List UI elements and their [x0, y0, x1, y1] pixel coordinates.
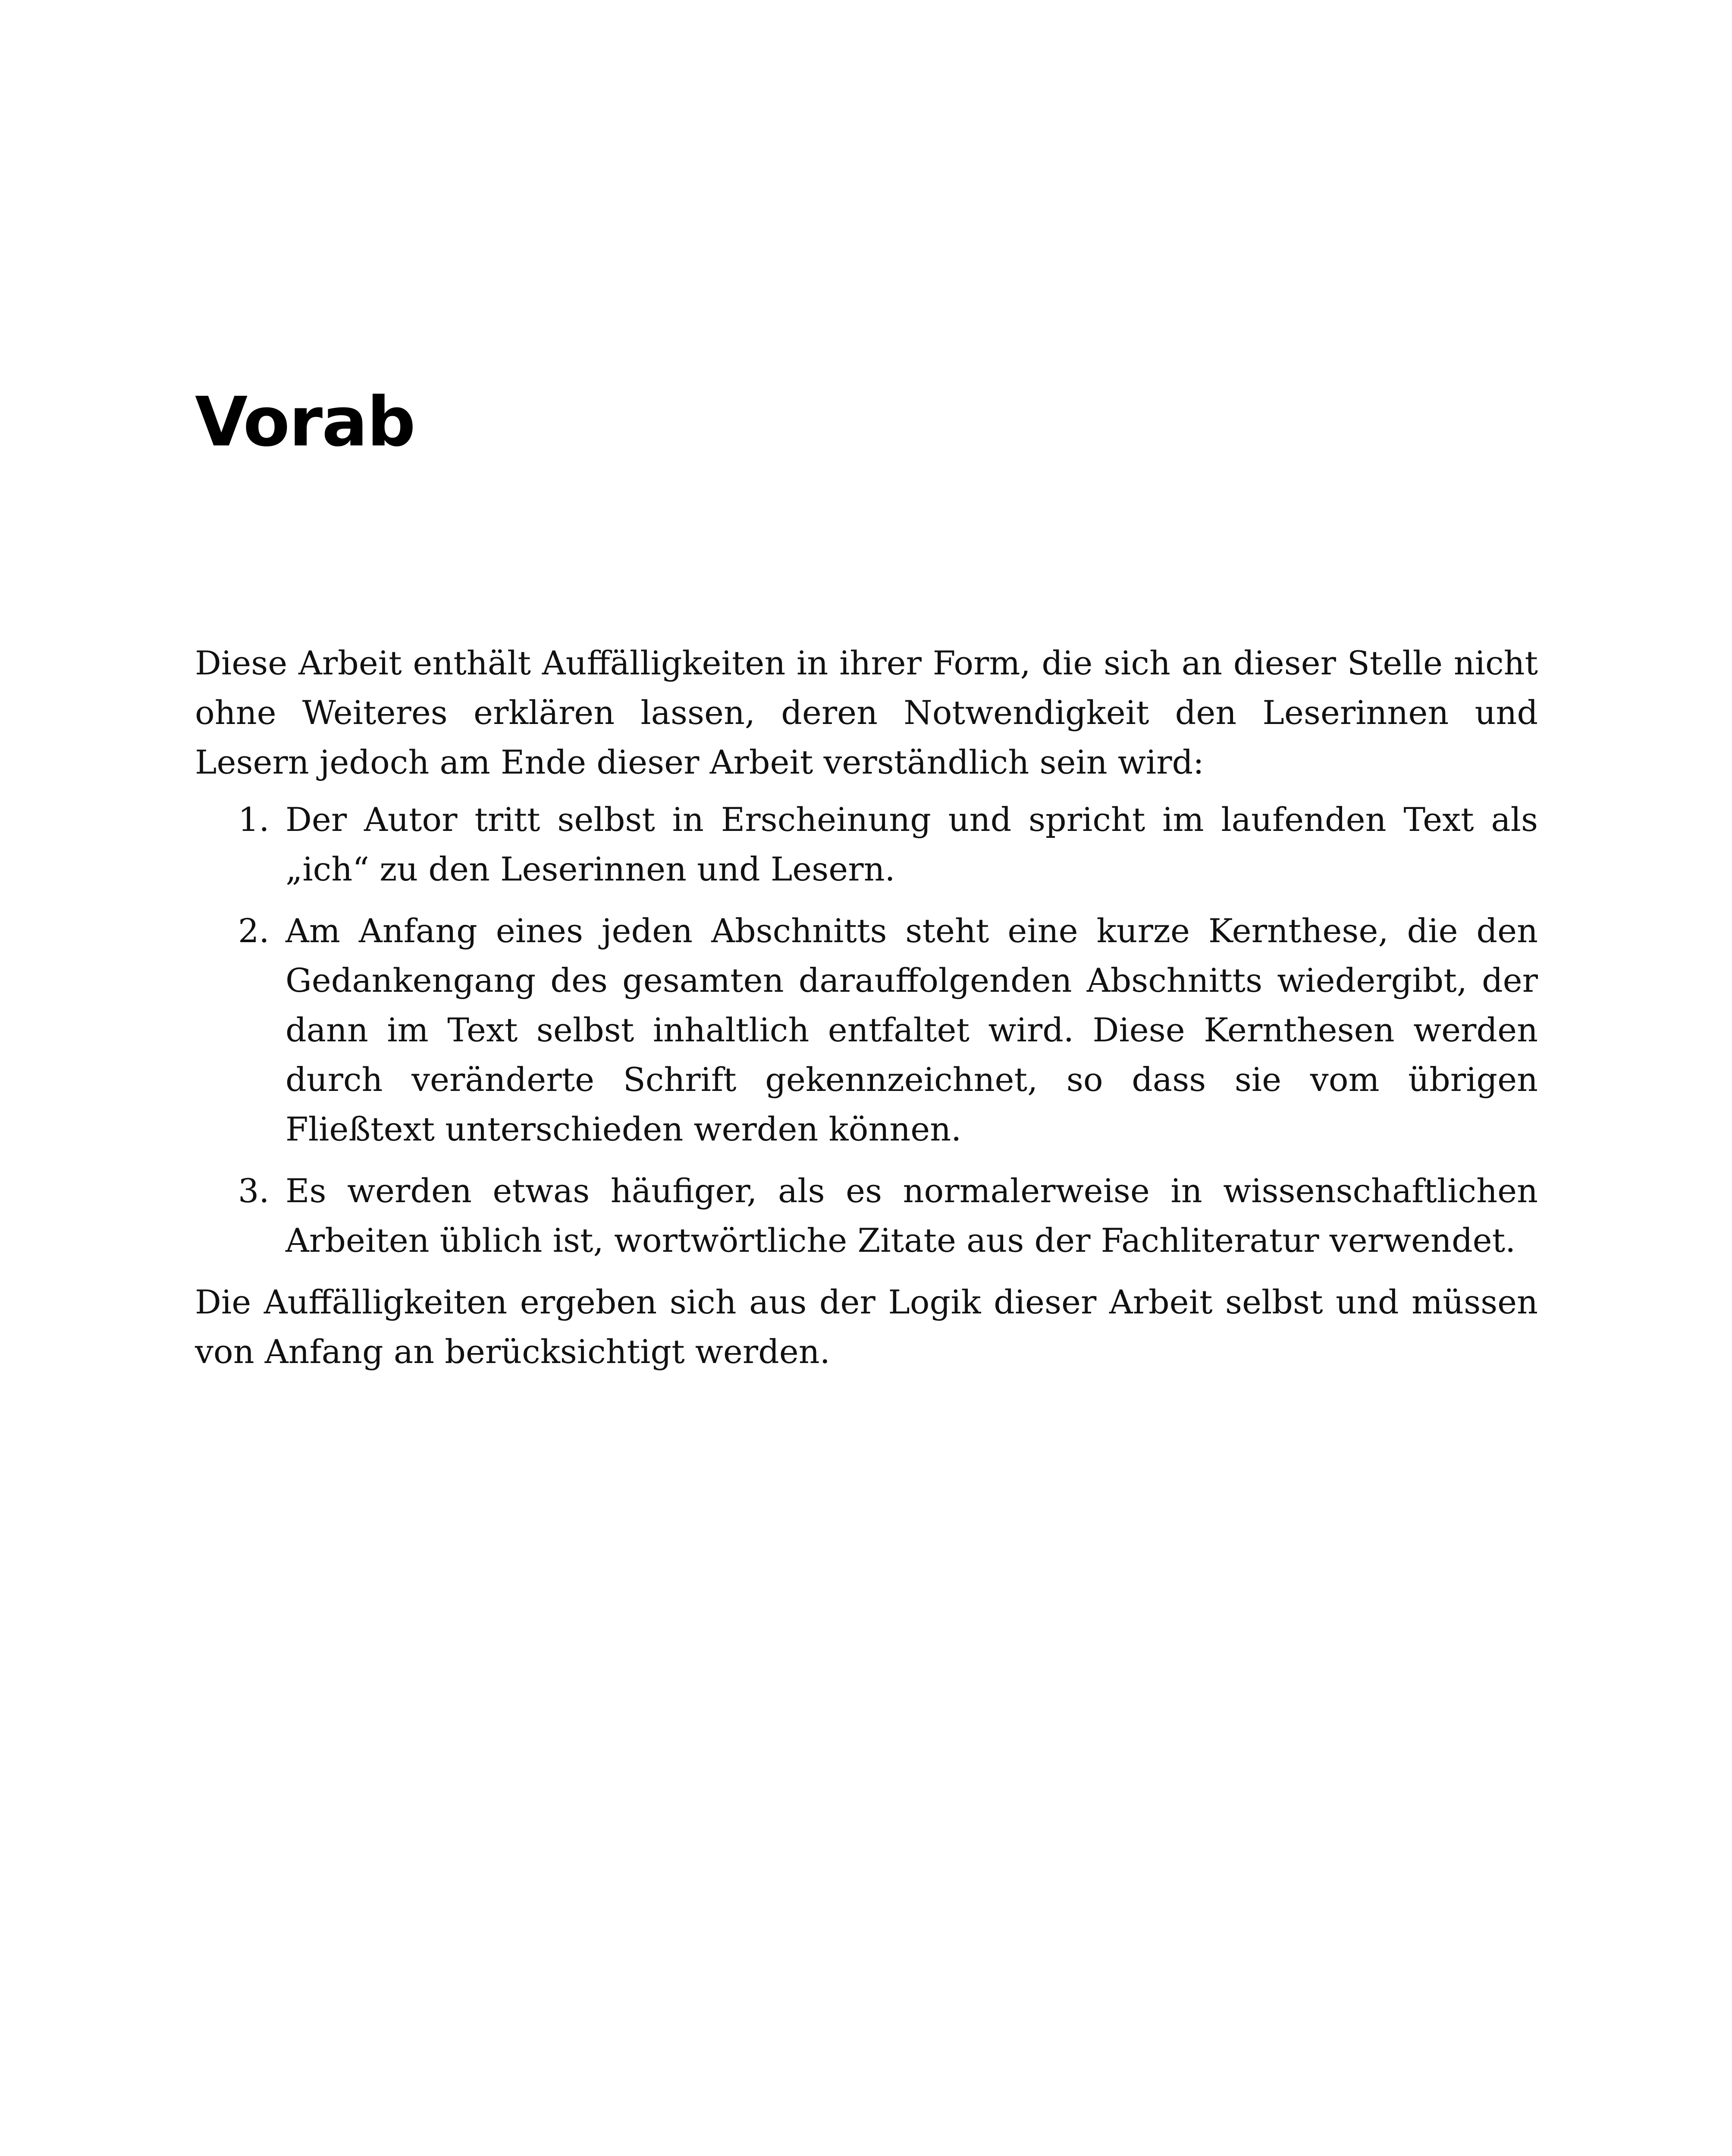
body-content: [195, 638, 1538, 1376]
closing-paragraph: Die Auffälligkeiten ergeben sich aus der Logik dieser Arbeit selbst und müssen von Anfang an berücksichtigt werden.: [195, 1283, 1538, 1371]
list-item: [195, 906, 1538, 1154]
list-item-number: 3.: [238, 1172, 270, 1210]
list-item: [195, 795, 1538, 894]
numbered-list: [195, 795, 1538, 1265]
page-heading: Vorab: [195, 382, 415, 462]
list-item-number: 2.: [238, 912, 270, 950]
list-item-text: Der Autor tritt selbst in Erscheinung und spricht im laufenden Text als „ich“ zu den Leserinnen und Lesern.: [286, 800, 1538, 888]
list-item-number: 1.: [238, 800, 270, 839]
intro-paragraph: Diese Arbeit enthält Auffälligkeiten in ihrer Form, die sich an dieser Stelle nicht ohne Weiteres erklären lassen, deren Notwendigkeit den Leserinnen und Lesern jedoch am Ende dieser Arbeit verständlich sein wird:: [195, 644, 1538, 781]
list-item: [195, 1166, 1538, 1265]
list-item-text: Am Anfang eines jeden Abschnitts steht eine kurze Kernthese, die den Gedankengang des gesamten darauffolgenden Abschnitts wiedergibt, der dann im Text selbst inhaltlich entfaltet wird. Diese Kernthesen werden durch veränderte Schrift gekennzeichnet, so dass sie vom übrigen Fließtext unterschieden werden können.: [286, 912, 1538, 1148]
list-item-text: Es werden etwas häufiger, als es normalerweise in wissenschaftlichen Arbeiten üblich ist, wortwörtliche Zitate aus der Fachliteratur verwendet.: [286, 1172, 1538, 1260]
